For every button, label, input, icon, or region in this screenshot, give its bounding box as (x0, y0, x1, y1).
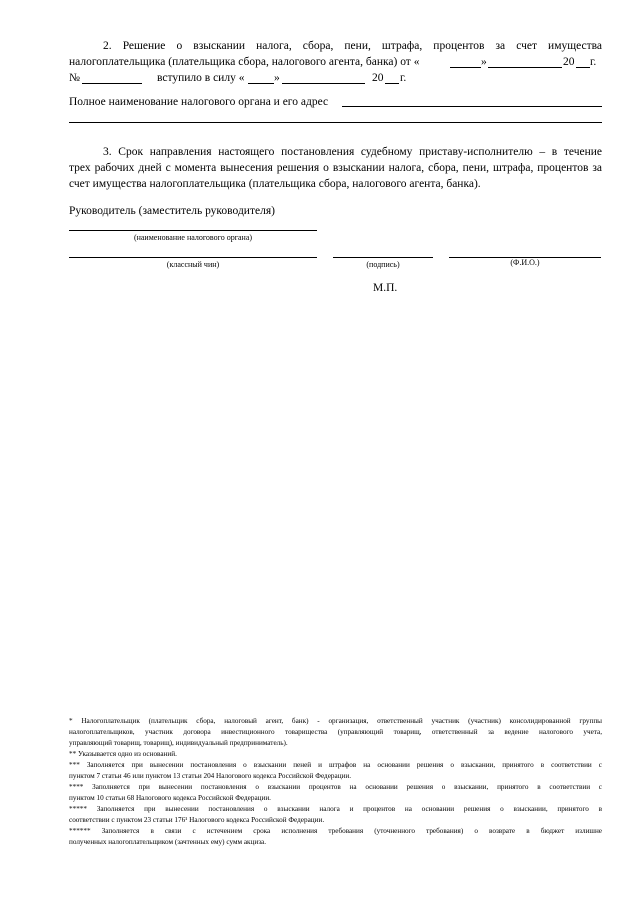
head-label: Руководитель (заместитель руководителя) (69, 205, 275, 217)
org-name-field[interactable] (69, 230, 317, 231)
item3-line3: счет имущества налогоплательщика (плательщика сбора, налогового агента, банка). (69, 178, 481, 190)
item2-line1: 2. Решение о взыскании налога, сбора, пени, штрафа, процентов за счет имущества (103, 40, 602, 52)
date-day-field[interactable] (450, 67, 481, 68)
tax-authority-label: Полное наименование налогового органа и его адрес (69, 96, 329, 108)
stamp-place: М.П. (373, 282, 398, 294)
footnote-line: управляющий товарищ, товарищ), индивидуальный предприниматель). (69, 739, 288, 747)
force-month-field[interactable] (282, 83, 365, 84)
footnote-line: пунктом 7 статьи 46 или пунктом 13 статьи 204 Налогового кодекса Российской Федерации. (69, 772, 352, 780)
number-sign: № (69, 72, 80, 84)
year-prefix-2: 20 (372, 72, 384, 84)
signature-field[interactable] (333, 257, 433, 258)
date-month-field[interactable] (488, 67, 562, 68)
item3-line2: трех рабочих дней с момента вынесения решения о взыскании налога, сбора, пени, штрафа, процентов за (69, 162, 602, 174)
date-year-field[interactable] (576, 67, 590, 68)
footnote-line: ** Указывается одно из оснований. (69, 750, 177, 758)
tax-authority-field[interactable] (342, 106, 602, 107)
item3-line1: 3. Срок направления настоящего постановления судебному приставу-исполнителю – в течение (103, 146, 602, 158)
entered-force-label: вступило в силу « (157, 72, 245, 84)
year-suffix: г. (590, 56, 597, 68)
force-day-field[interactable] (248, 83, 274, 84)
footnote-line: налогоплательщиков, участник договора инвестиционного товарищества (управляющий товарищ, ответственный за ведение налогового учета, (69, 728, 602, 736)
footnote-line: * Налогоплательщик (плательщик сбора, налоговый агент, банк) - организация, ответственный участник (участник) консолидированной группы (69, 717, 602, 725)
tax-authority-address-field[interactable] (69, 122, 602, 123)
footnote-line: ***** Заполняется при вынесении постановления о взыскании налога и процентов на основании решения о взыскании, принятого в (69, 805, 602, 813)
footnote-line: **** Заполняется при вынесении постановления о взыскании процентов на основании решения о взыскании, принятого в соответствии с (69, 783, 602, 791)
caption-rank: (классный чин) (166, 260, 220, 269)
footnote-line: полученных налогоплательщиком (зачтенных ему) сумм акциза. (69, 838, 267, 846)
footnote-line: *** Заполняется при вынесении постановления о взыскании пеней и штрафов на основании решения о взыскании, принятого в соответствии с (69, 761, 602, 769)
caption-org: (наименование налогового органа) (133, 233, 253, 242)
year-suffix-2: г. (400, 72, 407, 84)
footnote-line: пунктом 10 статьи 68 Налогового кодекса Российской Федерации. (69, 794, 271, 802)
item2-line2-text: налогоплательщика (плательщика сбора, налогового агента, банка) от « (69, 56, 420, 68)
caption-sign: (подпись) (366, 260, 400, 269)
rank-field[interactable] (69, 257, 317, 258)
footnote-line: ****** Заполняется в связи с истечением срока исполнения требования (уточненного требования) о возврате в бюджет излишне (69, 827, 602, 835)
decision-number-field[interactable] (82, 83, 142, 84)
force-year-field[interactable] (385, 83, 399, 84)
quote-close-2: » (274, 72, 280, 84)
quote-close: » (481, 56, 487, 68)
year-prefix: 20 (563, 56, 575, 68)
footnote-line: соответствии с пунктом 23 статьи 176¹ Налогового кодекса Российской Федерации. (69, 816, 325, 824)
caption-name: (Ф.И.О.) (510, 258, 540, 267)
